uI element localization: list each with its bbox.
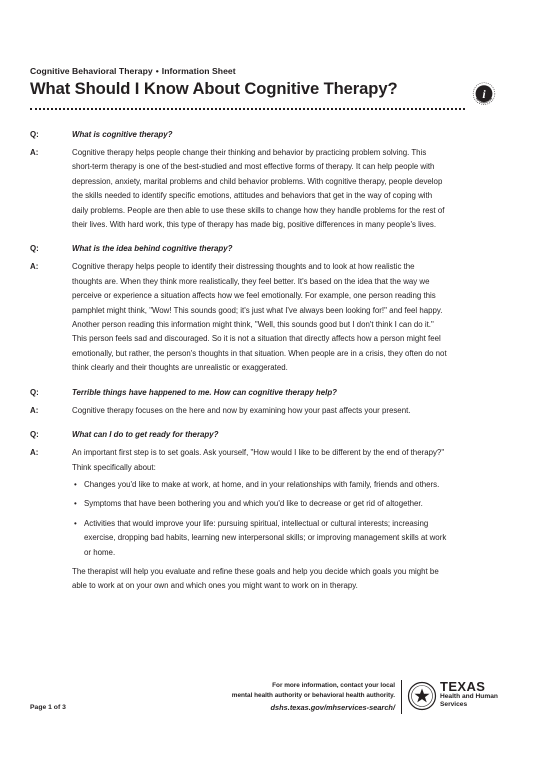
qa-item (30, 387, 520, 418)
answer-row (30, 404, 520, 418)
question-text: What can I do to get ready for therapy? (72, 430, 219, 440)
services-search-link[interactable]: dshs.texas.gov/mhservices-search/ (270, 703, 395, 712)
answer-label: A: (30, 262, 39, 272)
contact-line: For more information, contact your local (272, 682, 395, 689)
question-row (30, 243, 520, 255)
page-header (30, 66, 520, 99)
answer-row (30, 260, 520, 375)
footer-divider (401, 680, 402, 714)
doc-type-label: Information Sheet (161, 66, 236, 76)
list-item: • Changes you'd like to make at work, at home, and in your relationships with family, friends and others. (72, 478, 447, 492)
answer-text: An important first step is to set goals. Ask yourself, "How would I like to be different by the end of therapy?" Think specifically about: (72, 448, 445, 472)
agency-name-line: Services (440, 701, 468, 708)
texas-seal-icon (407, 681, 437, 711)
agency-name-line: Health and Human (440, 693, 498, 700)
question-text: Terrible things have happened to me. How can cognitive therapy help? (72, 387, 337, 397)
answer-label: A: (30, 448, 39, 458)
answer-row (30, 146, 520, 232)
question-row (30, 129, 520, 141)
qa-item (30, 243, 520, 375)
header-divider (30, 108, 465, 110)
qa-item (30, 129, 520, 232)
question-row (30, 429, 520, 441)
document-kicker (30, 66, 520, 76)
answer-row (30, 446, 520, 594)
question-label: Q: (30, 430, 39, 440)
contact-line: mental health authority or behavioral health authority. (231, 691, 395, 699)
goal-list (72, 478, 447, 560)
qa-item (30, 429, 520, 594)
category-label: Cognitive Behavioral Therapy (30, 66, 153, 76)
page-number: Page 1 of 3 (30, 704, 66, 711)
badge-caption: INFORMATION (474, 96, 494, 105)
agency-logo (440, 680, 498, 709)
agency-name-large: TEXAS (440, 679, 486, 694)
question-label: Q: (30, 387, 39, 397)
question-label: Q: (30, 244, 39, 254)
information-badge-icon (470, 81, 498, 109)
list-item: • Activities that would improve your life: pursuing spiritual, intellectual or cultural interests; increasing exercise, dropping bad habits, learning new interpersonal skills; or improving management skills at work or home. (72, 517, 447, 560)
answer-text: Cognitive therapy focuses on the here and now by examining how your past affects your present. (72, 405, 411, 415)
list-item: • Symptoms that have been bothering you and which you'd like to decrease or get rid of altogether. (72, 497, 447, 511)
separator-dot: • (155, 66, 159, 76)
answer-label: A: (30, 405, 39, 415)
page-title: What Should I Know About Cognitive Therapy? (30, 79, 398, 98)
contact-note (232, 681, 395, 700)
question-label: Q: (30, 130, 39, 139)
answer-text: Cognitive therapy helps people to identify their distressing thoughts and to look at how realistic the thoughts are. When they think more realistically, they feel better. It's based on the idea that the way we perceive or experience a situation affects how we feel emotionally. For example, one person reading this pamphlet might think, "Wow! This sounds good; it's just what I've always been looking for!" and feel happy. Another person reading this information might think, "Well, this sounds good but I don't think I can do it." This person feels sad and discouraged. So it is not a situation that directly affects how a person might feel emotionally, but rather, the person's thoughts in that situation. When people are in a crisis, they often do not think clearly and their thoughts are unrealistic or exaggerated. (72, 262, 447, 373)
question-text: What is cognitive therapy? (72, 130, 173, 139)
answer-label: A: (30, 148, 39, 157)
answer-block (72, 446, 447, 594)
question-row (30, 387, 520, 399)
qa-content (30, 129, 520, 605)
answer-text: Cognitive therapy helps people change their thinking and behavior by practicing problem solving. This short-term therapy is one of the best-studied and most effective forms of therapy. It can help people with depression, anxiety, marital problems and child behavior problems. With cognitive therapy, people develop the skills needed to identify specific emotions, attitudes and behaviors that get in the way of coping with daily problems. People are then able to use these skills to change how they handle problems for the rest of their lives. With hard work, this type of therapy has made big, positive differences in many people's lives. (72, 148, 445, 230)
badge-letter: i (482, 86, 486, 101)
answer-followup-text: The therapist will help you evaluate and refine these goals and help you decide which goals you might be able to work at on your own and which ones you might want to work on in therapy. (72, 566, 439, 591)
question-text: What is the idea behind cognitive therapy? (72, 244, 233, 254)
